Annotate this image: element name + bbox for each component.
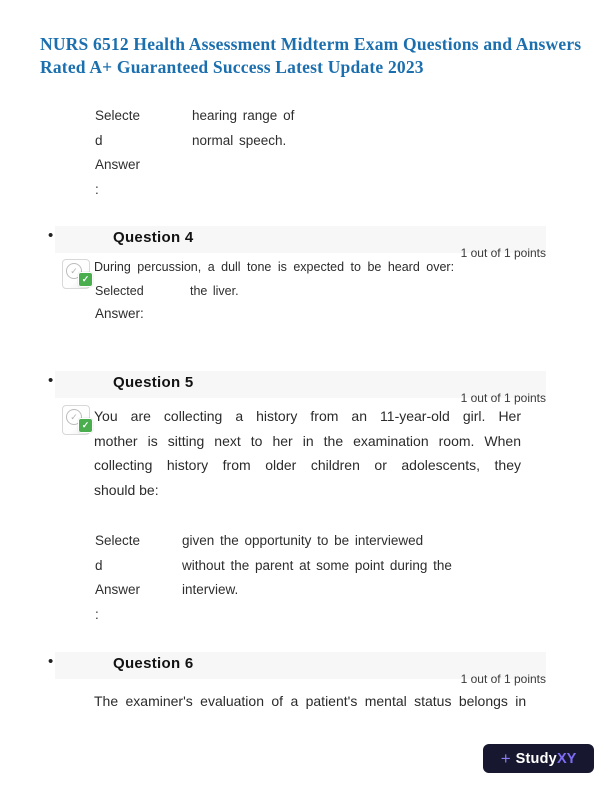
correct-answer-icon (62, 259, 90, 289)
brand-text-xy: XY (556, 750, 577, 767)
studyxy-logo[interactable] (483, 744, 594, 773)
question-title: Question 6 (113, 655, 194, 672)
green-check-icon: ✓ (78, 272, 93, 287)
list-bullet: • (48, 653, 54, 670)
points-label: 1 out of 1 points (460, 391, 546, 405)
question-title: Question 5 (113, 374, 194, 391)
correct-answer-icon (62, 405, 90, 435)
brand-text-study: Study (515, 750, 557, 767)
list-bullet: • (48, 227, 54, 244)
question-text: The examiner's evaluation of a patient's mental status belongs in (94, 693, 527, 709)
list-bullet: • (48, 372, 54, 389)
points-label: 1 out of 1 points (460, 672, 546, 686)
circle-check-icon: ✓ (66, 409, 82, 425)
selected-answer-value: the liver. (190, 284, 239, 298)
points-label: 1 out of 1 points (460, 246, 546, 260)
answer-label: Answer: (95, 306, 144, 321)
question-text: During percussion, a dull tone is expected to be heard over: (94, 260, 455, 274)
selected-label: Selected (95, 284, 144, 298)
green-check-icon: ✓ (78, 418, 93, 433)
question-title: Question 4 (113, 229, 194, 246)
circle-check-icon: ✓ (66, 263, 82, 279)
selected-answer-label: Selecte d Answer : (95, 108, 141, 197)
question-text: You are collecting a history from an 11-year-old girl. Her mother is sitting next to her in the examination room. When collecting history from older children or adolescents, they should be: (94, 408, 521, 498)
plus-icon: + (500, 749, 511, 768)
selected-answer-value: given the opportunity to be interviewed without the parent at some point during the interview. (182, 533, 452, 597)
page-title: NURS 6512 Health Assessment Midterm Exam Questions and Answers Rated A+ Guaranteed Success Latest Update 2023 (40, 34, 582, 77)
selected-answer-label: Selecte d Answer : (95, 533, 141, 622)
selected-answer-value: hearing range of normal speech. (192, 108, 295, 148)
